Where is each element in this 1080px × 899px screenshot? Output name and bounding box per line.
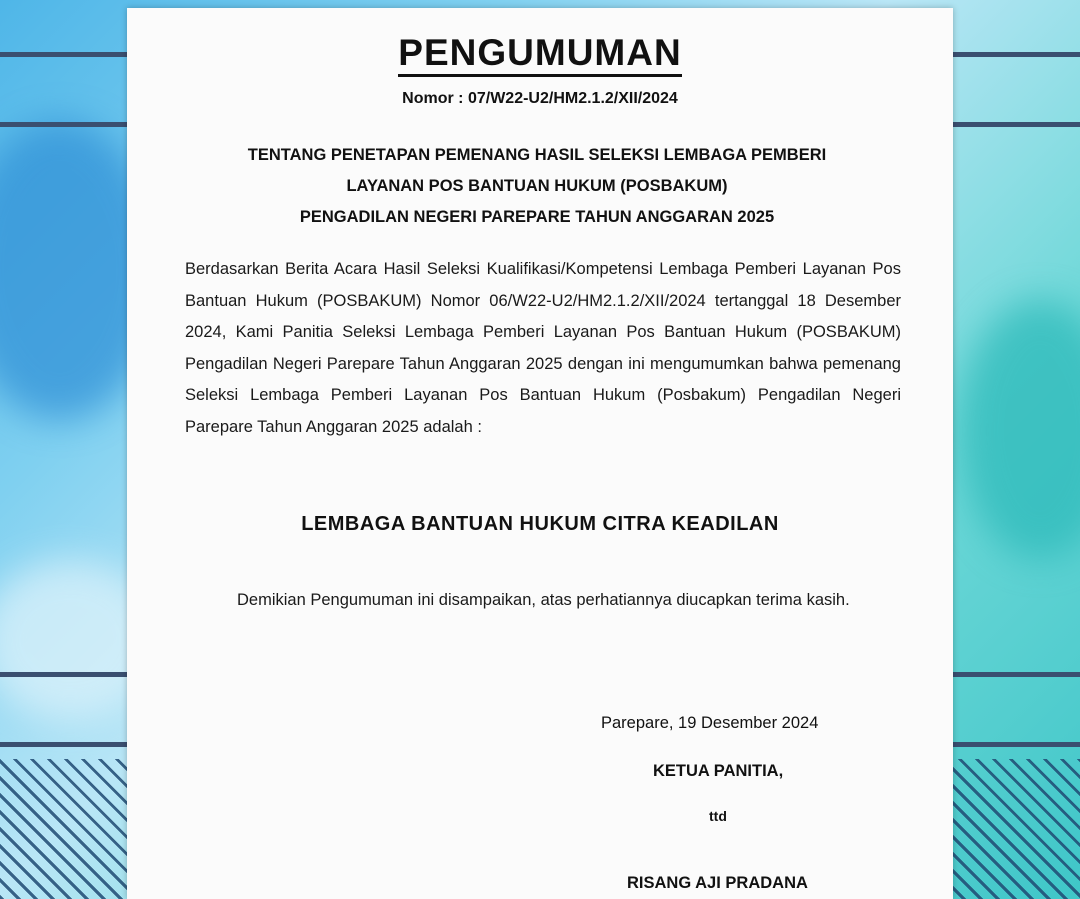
document-subject bbox=[187, 140, 887, 233]
place-date: Parepare, 19 Desember 2024 bbox=[601, 714, 819, 732]
signatory-name: RISANG AJI PRADANA bbox=[627, 874, 808, 892]
background-blob-right bbox=[960, 300, 1080, 560]
subject-line: TENTANG PENETAPAN PEMENANG HASIL SELEKSI LEMBAGA PEMBERI bbox=[247, 146, 827, 164]
subject-line: LAYANAN POS BANTUAN HUKUM (POSBAKUM) bbox=[346, 177, 728, 195]
signatory-position: KETUA PANITIA, bbox=[653, 762, 784, 780]
hatch-pattern-left bbox=[0, 759, 135, 899]
subject-line: PENGADILAN NEGERI PAREPARE TAHUN ANGGARAN 2025 bbox=[299, 208, 775, 226]
hatch-pattern-right bbox=[945, 759, 1080, 899]
announcement-document bbox=[127, 8, 953, 899]
closing-statement: Demikian Pengumuman ini disampaikan, atas perhatiannya diucapkan terima kasih. bbox=[237, 591, 850, 609]
document-number: Nomor : 07/W22-U2/HM2.1.2/XII/2024 bbox=[402, 90, 678, 107]
document-title-text: PENGUMUMAN bbox=[398, 32, 681, 77]
document-body: Berdasarkan Berita Acara Hasil Seleksi Kualifikasi/Kompetensi Lembaga Pemberi Layanan Pos Bantuan Hukum (POSBAKUM) Nomor 06/W22-U2/HM2.1.2/XII/2024 tertanggal 18 Desember 2024, Kami Panitia Seleksi Lembaga Pemberi Layanan Pos Bantuan Hukum (POSBAKUM) Pengadilan Negeri Parepare Tahun Anggaran 2025 dengan ini mengumumkan bahwa pemenang Seleksi Lembaga Pemberi Layanan Pos Bantuan Hukum (Posbakum) Pengadilan Negeri Parepare Tahun Anggaran 2025 adalah : bbox=[185, 260, 901, 436]
document-title bbox=[127, 32, 953, 74]
winner-name: LEMBAGA BANTUAN HUKUM CITRA KEADILAN bbox=[301, 513, 779, 535]
signature-mark: ttd bbox=[709, 808, 727, 824]
